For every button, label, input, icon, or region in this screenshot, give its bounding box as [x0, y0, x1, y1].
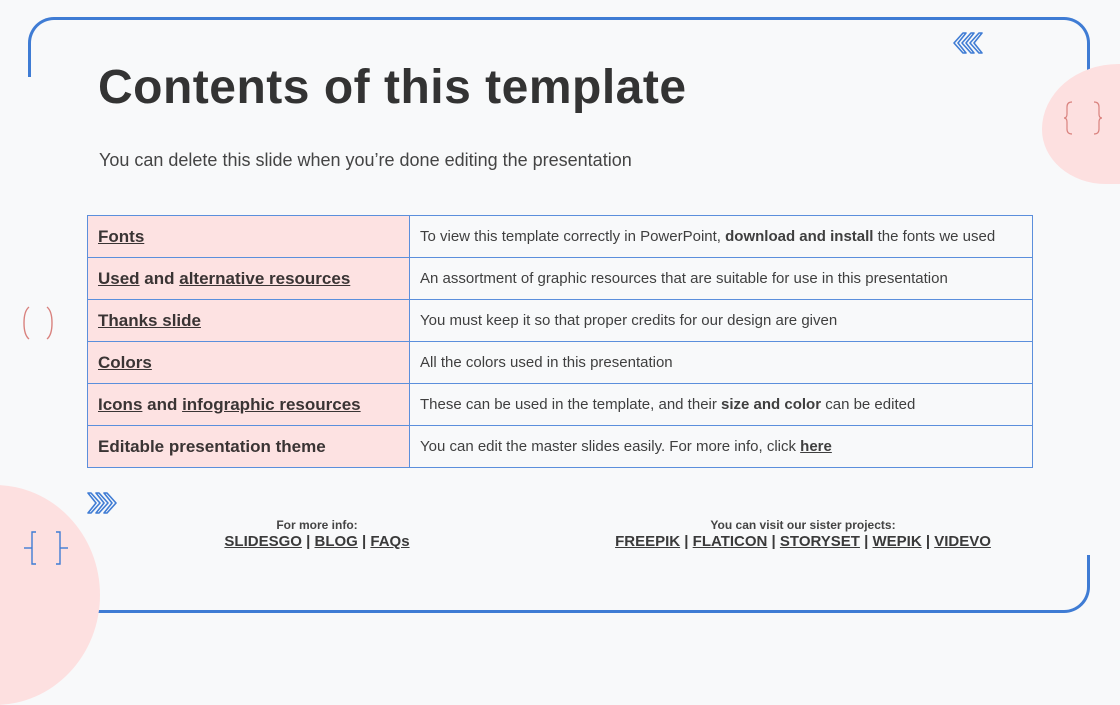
cell-text: Editable presentation theme [98, 436, 326, 456]
cell-text: You can edit the master slides easily. For more info, click [420, 438, 801, 455]
contents-table [87, 215, 1033, 468]
link-separator: | [859, 533, 873, 550]
cell-text: These can be used in the template, and their [420, 396, 722, 413]
freepik-link[interactable]: FREEPIK [615, 533, 681, 550]
row-description-cell [410, 300, 1033, 342]
row-description-cell [410, 342, 1033, 384]
square-brackets-icon [22, 530, 70, 566]
curly-braces-icon [1062, 100, 1104, 136]
footer-sister-projects [603, 518, 1003, 550]
footer-sister-projects-label: You can visit our sister projects: [710, 518, 896, 532]
cell-text: You must keep it so that proper credits for our design are given [420, 312, 838, 329]
row-title-cell [88, 258, 410, 300]
table-row [88, 216, 1033, 258]
footer-more-info [217, 518, 417, 550]
page-subtitle: You can delete this slide when you’re done editing the presentation [99, 150, 632, 170]
row-description-cell [410, 426, 1033, 468]
here-link[interactable]: here [800, 438, 832, 455]
icons-link[interactable]: Icons [98, 394, 143, 414]
link-separator: | [301, 533, 315, 550]
cell-text: To view this template correctly in PowerPoint, [420, 228, 726, 245]
cell-text: An assortment of graphic resources that are suitable for use in this presentation [420, 270, 948, 287]
videvo-link[interactable]: VIDEVO [934, 533, 991, 550]
cell-text: and [142, 394, 183, 414]
footer-sister-projects-links [603, 533, 1003, 550]
alternative-resources-link[interactable]: alternative resources [179, 268, 351, 288]
link-separator: | [921, 533, 935, 550]
table-row [88, 426, 1033, 468]
row-title-cell [88, 426, 410, 468]
faqs-link[interactable]: FAQs [370, 533, 410, 550]
row-title-cell [88, 300, 410, 342]
link-separator: | [357, 533, 371, 550]
cell-text: the fonts we used [873, 228, 996, 245]
link-separator: | [680, 533, 693, 550]
table-row [88, 384, 1033, 426]
blog-link[interactable]: BLOG [314, 533, 358, 550]
used-link[interactable]: Used [98, 268, 140, 288]
cell-text: download and install [725, 228, 874, 245]
footer-more-info-label: For more info: [276, 518, 358, 532]
row-title-cell [88, 216, 410, 258]
row-description-cell [410, 216, 1033, 258]
flaticon-link[interactable]: FLATICON [692, 533, 768, 550]
bottom-frame-border [28, 555, 1090, 613]
fonts-link[interactable]: Fonts [98, 226, 145, 246]
row-description-cell [410, 384, 1033, 426]
footer-more-info-links [217, 533, 417, 550]
storyset-link[interactable]: STORYSET [779, 533, 860, 550]
double-chevron-right-icon [87, 491, 119, 515]
cell-text: size and color [721, 396, 822, 413]
double-chevron-left-icon [951, 31, 983, 55]
table-row [88, 258, 1033, 300]
row-title-cell [88, 384, 410, 426]
thanks-slide-link[interactable]: Thanks slide [98, 310, 201, 330]
row-title-cell [88, 342, 410, 384]
pink-blob-left [0, 485, 100, 705]
cell-text: All the colors used in this presentation [420, 354, 673, 371]
infographic-resources-link[interactable]: infographic resources [182, 394, 361, 414]
table-row [88, 342, 1033, 384]
table-row [88, 300, 1033, 342]
cell-text: can be edited [821, 396, 916, 413]
parentheses-icon [22, 305, 54, 341]
wepik-link[interactable]: WEPIK [872, 533, 922, 550]
row-description-cell [410, 258, 1033, 300]
page-title: Contents of this template [98, 61, 687, 114]
colors-link[interactable]: Colors [98, 352, 152, 372]
cell-text: and [139, 268, 180, 288]
slidesgo-link[interactable]: SLIDESGO [224, 533, 302, 550]
link-separator: | [767, 533, 780, 550]
